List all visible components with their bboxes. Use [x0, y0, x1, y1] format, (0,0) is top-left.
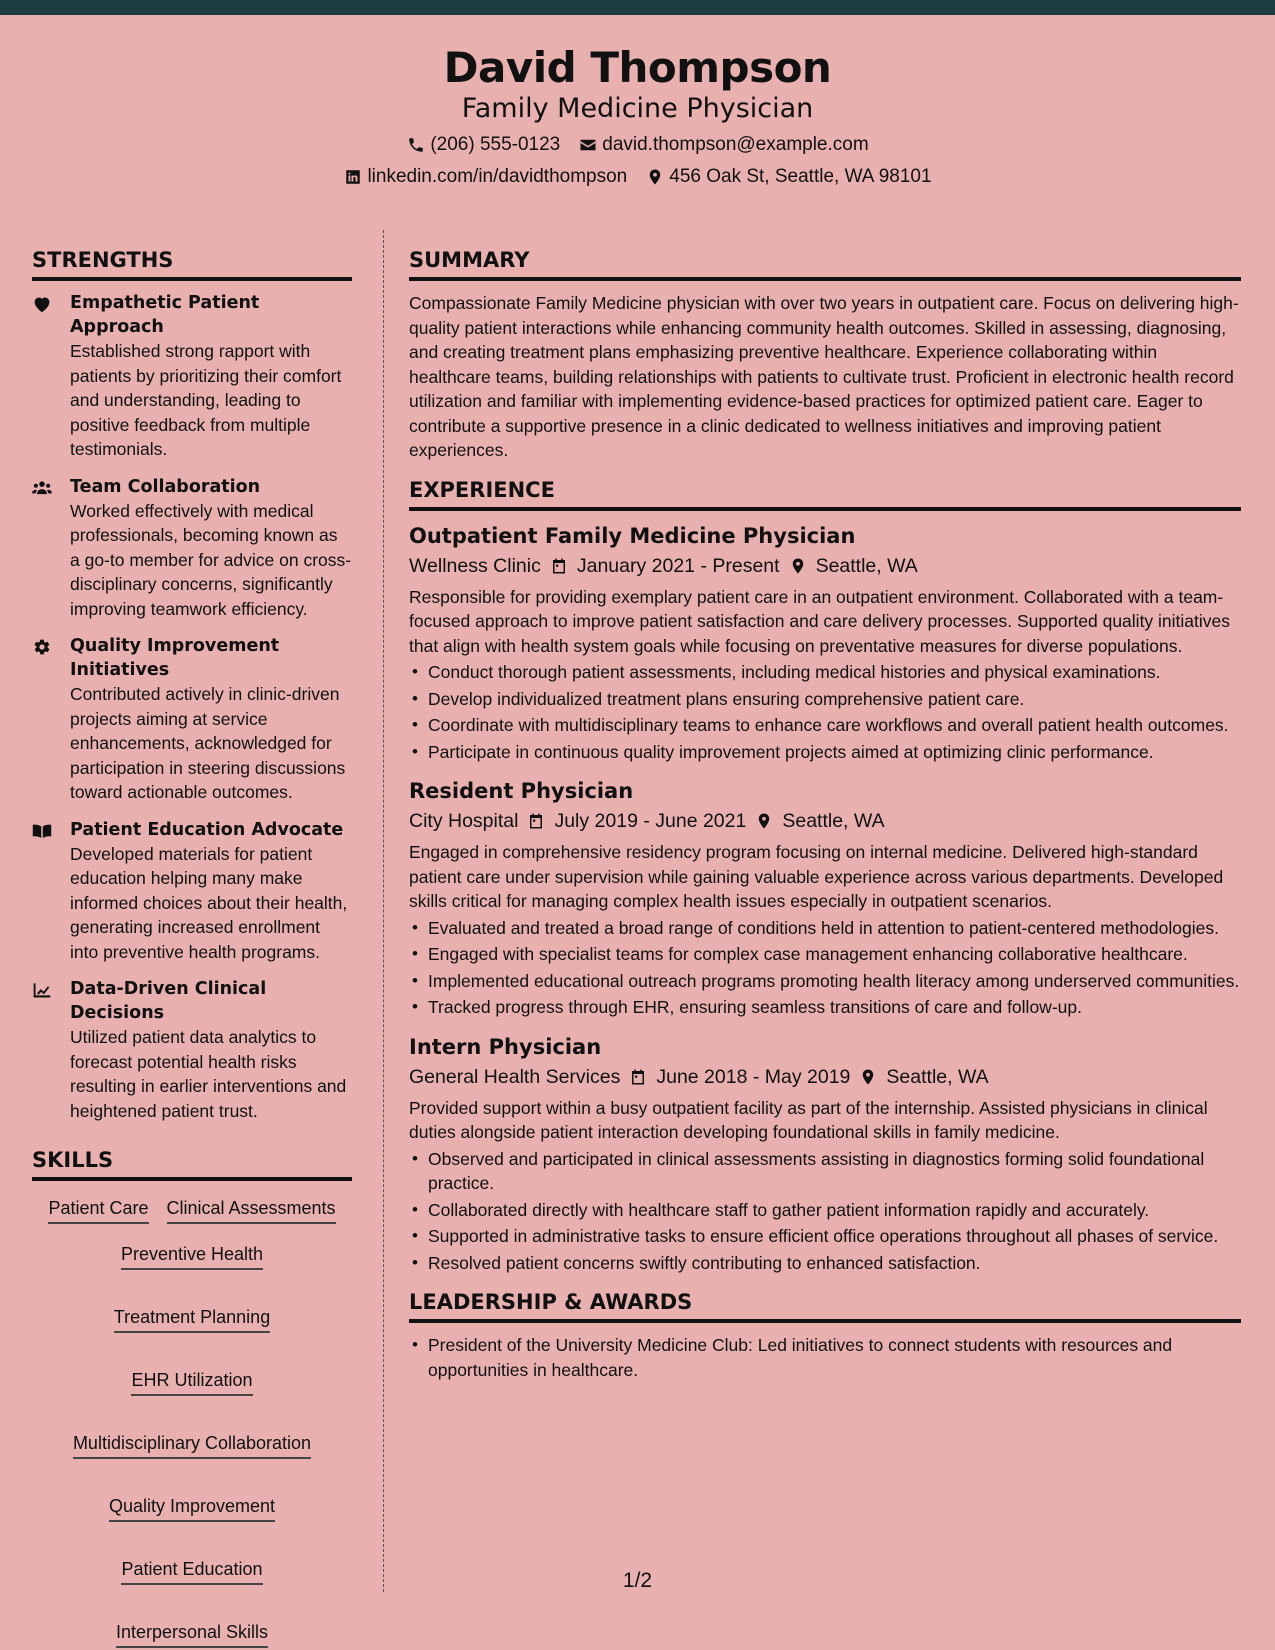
job-bullets [409, 660, 1241, 764]
job-location: Seattle, WA [782, 810, 885, 832]
users-icon [32, 475, 70, 622]
top-color-bar [0, 0, 1275, 15]
job-bullets [409, 916, 1241, 1020]
skill-tag: Multidisciplinary Collaboration [73, 1430, 311, 1459]
job-company: City Hospital [409, 810, 519, 832]
job-company: Wellness Clinic [409, 554, 541, 577]
strength-item [32, 475, 352, 622]
job-company: General Health Services [409, 1065, 621, 1088]
list-item: • Engaged with specialist teams for complex case management enhancing collaborative healthcare. [409, 942, 1241, 967]
job-dates: June 2018 - May 2019 [656, 1065, 851, 1088]
column-divider [383, 230, 384, 1592]
linkedin-contact[interactable] [343, 164, 627, 190]
job-title: Intern Physician [409, 1034, 602, 1059]
strength-desc: Established strong rapport with patients by prioritizing their comfort and understanding, leading to positive feedback from multiple testimonials. [70, 341, 342, 459]
list-item: • Evaluated and treated a broad range of conditions held in attention to patient-centered methodologies. [409, 916, 1241, 941]
job-dates: July 2019 - June 2021 [554, 810, 747, 832]
job-title: Outpatient Family Medicine Physician [409, 523, 856, 548]
job-description: Engaged in comprehensive residency program focusing on internal medicine. Delivered high-standard patient care under supervision while gaining valuable experience across various departments. Developed skills critical for managing complex health issues especially in outpatient scenarios. [409, 842, 1224, 911]
page-number: 1/2 [622, 1569, 653, 1592]
job-description: Provided support within a busy outpatient facility as part of the internship. Assisted physicians in clinical duties alongside patient interaction developing foundational skills in family medicine. [409, 1097, 1208, 1142]
job-meta [409, 806, 1241, 836]
leadership-section [409, 1287, 1241, 1382]
phone-text: (206) 555-0123 [430, 133, 561, 155]
job-description: Responsible for providing exemplary patient care in an outpatient environment. Collaborated with a team-focused approach to improve patient satisfaction and care delivery processes. Supported quality initiatives that align with health system goals while focusing on preventative measures for diverse populations. [409, 586, 1231, 656]
skill-tag: Interpersonal Skills [116, 1619, 268, 1648]
strength-title: Data-Driven Clinical Decisions [70, 979, 267, 1023]
job-meta [409, 1062, 1241, 1092]
calendar-icon [526, 811, 546, 831]
skill-tag: Patient Education [121, 1556, 262, 1585]
strength-desc: Contributed actively in clinic-driven projects aiming at service enhancements, acknowledged for participation in steering discussions toward actionable outcomes. [70, 684, 346, 802]
list-item: • Resolved patient concerns swiftly contributing to enhanced satisfaction. [409, 1251, 1241, 1276]
skill-tag: Clinical Assessments [167, 1195, 336, 1224]
right-column [409, 245, 1241, 1384]
job-location: Seattle, WA [815, 554, 918, 577]
list-item: • Conduct thorough patient assessments, including medical histories and physical examinations. [409, 660, 1241, 685]
skill-tag: Treatment Planning [114, 1304, 270, 1333]
job-bullets [409, 1147, 1241, 1276]
list-item: • Tracked progress through EHR, ensuring seamless transitions of care and follow-up. [409, 995, 1241, 1020]
strength-item [32, 818, 352, 965]
contact-row-1 [0, 132, 1275, 158]
list-item: • President of the University Medicine Club: Led initiatives to connect students with resources and opportunities in healthcare. [409, 1333, 1241, 1382]
strength-item [32, 634, 352, 805]
map-pin-icon [754, 811, 774, 831]
candidate-title: Family Medicine Physician [461, 93, 814, 125]
strength-title: Empathetic Patient Approach [70, 293, 260, 337]
list-item: • Participate in continuous quality improvement projects aimed at optimizing clinic performance. [409, 740, 1241, 765]
list-item: • Collaborated directly with healthcare staff to gather patient information rapidly and accurately. [409, 1198, 1241, 1223]
strength-item [32, 977, 352, 1123]
contact-row-2 [0, 164, 1275, 190]
calendar-icon [628, 1067, 648, 1087]
list-item: • Coordinate with multidisciplinary teams to enhance care workflows and overall patient health outcomes. [409, 713, 1241, 738]
email-text: david.thompson@example.com [602, 133, 869, 155]
list-item: • Supported in administrative tasks to ensure efficient office operations throughout all phases of service. [409, 1224, 1241, 1249]
candidate-name: David Thompson [443, 43, 832, 92]
list-item: • Implemented educational outreach programs promoting health literacy among underserved communities. [409, 969, 1241, 994]
leadership-heading: LEADERSHIP & AWARDS [409, 1287, 1241, 1323]
job-entry [409, 776, 1241, 1020]
experience-heading: EXPERIENCE [409, 475, 1241, 511]
address-contact [645, 164, 931, 190]
resume-header [0, 15, 1275, 205]
job-meta [409, 551, 1241, 581]
book-icon [32, 818, 70, 965]
strengths-section [32, 245, 352, 1123]
strength-title: Quality Improvement Initiatives [70, 636, 280, 680]
linkedin-icon [343, 167, 363, 187]
job-entry [409, 521, 1241, 765]
strength-title: Team Collaboration [70, 476, 261, 497]
list-item: • Develop individualized treatment plans ensuring comprehensive patient care. [409, 687, 1241, 712]
linkedin-text: linkedin.com/in/davidthompson [367, 165, 628, 187]
strength-desc: Worked effectively with medical professionals, becoming known as a go-to member for advice on cross-disciplinary concerns, significantly improving teamwork efficiency. [70, 500, 352, 619]
left-column [32, 245, 352, 1648]
leadership-list [409, 1333, 1241, 1382]
envelope-icon [578, 135, 598, 155]
strength-desc: Developed materials for patient education helping many make informed choices about their health, generating increased enrollment into preventive health programs. [70, 843, 348, 962]
skills-heading: SKILLS [32, 1145, 352, 1181]
address-text: 456 Oak St, Seattle, WA 98101 [669, 165, 932, 187]
map-pin-icon [645, 167, 665, 187]
job-dates: January 2021 - Present [576, 554, 780, 577]
map-pin-icon [858, 1067, 878, 1087]
strength-item [32, 291, 352, 462]
list-item: • Observed and participated in clinical assessments assisting in diagnostics forming solid foundational practice. [409, 1147, 1241, 1196]
strengths-heading: STRENGTHS [32, 245, 352, 281]
job-title: Resident Physician [409, 779, 634, 803]
strength-title: Patient Education Advocate [70, 819, 344, 840]
strength-desc: Utilized patient data analytics to forecast potential health risks resulting in earlier interventions and heightened patient trust. [70, 1027, 347, 1121]
summary-section [409, 245, 1241, 463]
calendar-icon [549, 556, 569, 576]
summary-text: Compassionate Family Medicine physician with over two years in outpatient care. Focus on delivering high-quality patient interactions while enhancing community health outcomes. Skilled in assessing, diagnosing, and creating treatment plans emphasizing preventive healthcare. Experience collaborating within healthcare teams, building relationships with patients to cultivate trust. Proficient in electronic health record utilization and familiar with implementing evidence-based practices for optimized patient care. Eager to contribute a supportive presence in a clinic dedicated to wellness initiatives and improving patient experiences. [409, 293, 1239, 460]
skill-tag: Quality Improvement [109, 1493, 275, 1522]
heart-icon [32, 291, 70, 462]
summary-heading: SUMMARY [409, 245, 1241, 281]
map-pin-icon [788, 556, 808, 576]
phone-icon [406, 135, 426, 155]
job-entry [409, 1032, 1241, 1276]
phone-contact[interactable] [406, 132, 560, 158]
gear-icon [32, 634, 70, 805]
skill-tag: Preventive Health [121, 1241, 263, 1270]
email-contact[interactable] [578, 132, 868, 158]
skill-tag: EHR Utilization [131, 1367, 252, 1396]
chart-line-icon [32, 977, 70, 1123]
experience-section [409, 475, 1241, 1276]
job-location: Seattle, WA [886, 1065, 989, 1088]
skill-tag: Patient Care [48, 1195, 148, 1224]
